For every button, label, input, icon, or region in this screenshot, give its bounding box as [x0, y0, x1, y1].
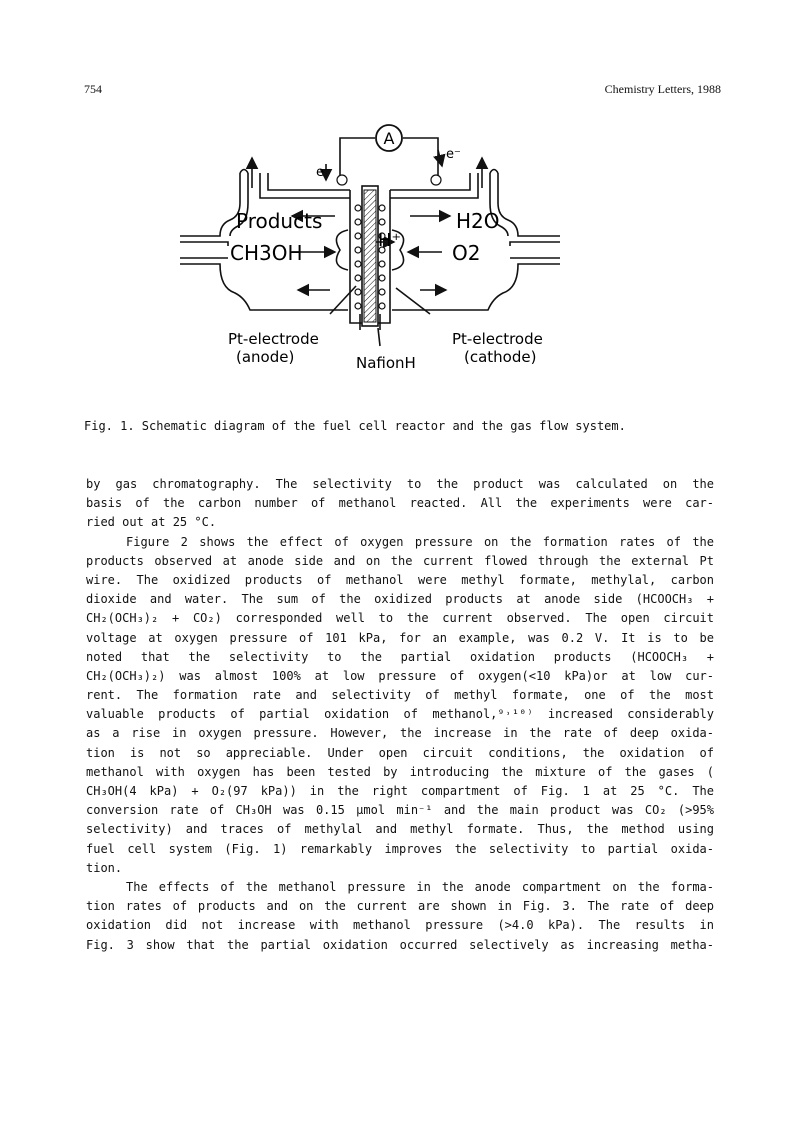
- anode-label: (anode): [236, 348, 295, 366]
- text-line: CH₃OH(4 kPa) + O₂(97 kPa)) in the right compartment of Fig. 1 at 25 °C. The: [86, 784, 714, 798]
- electron-label-right: e⁻: [446, 147, 461, 162]
- text-line: Fig. 3 show that the partial oxidation occurred selectively as increasing metha-: [86, 937, 714, 952]
- text-line: by gas chromatography. The selectivity to the product was calculated on the: [86, 477, 714, 491]
- text-line: rent. The formation rate and selectivity of methyl formate, one of the most: [86, 688, 714, 703]
- text-line: CH₂(OCH₃)₂ + CO₂) corresponded well to the current observed. The open circuit: [86, 611, 714, 626]
- ammeter-label: A: [383, 129, 395, 148]
- page-number: 754: [84, 82, 102, 96]
- products-label: Products: [236, 209, 323, 233]
- methanol-label: CH3OH: [230, 241, 303, 265]
- cathode-label: (cathode): [464, 348, 537, 366]
- text-line: selectivity) and traces of methylal and methyl formate. Thus, the method using: [86, 822, 714, 837]
- text-line: methanol with oxygen has been tested by introducing the mixture of the gases (: [86, 764, 714, 779]
- text-line: The effects of the methanol pressure in the anode compartment on the forma-: [126, 879, 714, 894]
- body-text: [86, 475, 714, 955]
- text-line: CH₂(OCH₃)₂) was almost 100% at low pressure of oxygen(<10 kPa)or at low cur-: [86, 668, 714, 683]
- anode-electrode-label: Pt-electrode: [228, 330, 319, 348]
- text-line: Figure 2 shows the effect of oxygen pressure on the formation rates of the: [126, 534, 714, 549]
- text-line: tion.: [86, 860, 123, 875]
- anode-electrode-dots: [355, 205, 361, 211]
- oxygen-label: O2: [452, 241, 481, 265]
- water-label: H2O: [456, 209, 500, 233]
- text-line: tion is not so appreciable. Under open circuit conditions, the oxidation of: [86, 745, 714, 760]
- text-line: products observed at anode side and on the current flowed through the external Pt: [86, 553, 714, 568]
- text-line: wire. The oxidized products of methanol were methyl formate, methylal, carbon: [86, 572, 714, 587]
- nafion-label: NafionH: [356, 354, 416, 372]
- cathode-electrode-label: Pt-electrode: [452, 330, 543, 348]
- text-line: basis of the carbon number of methanol reacted. All the experiments were car-: [86, 496, 714, 511]
- text-line: noted that the selectivity to the partial oxidation products (HCOOCH₃ +: [86, 649, 714, 664]
- journal-header: Chemistry Letters, 1988: [604, 82, 721, 96]
- proton-label: H⁺: [378, 230, 402, 251]
- text-line: dioxide and water. The sum of the oxidized products at anode side (HCOOCH₃ +: [86, 592, 714, 607]
- text-line: conversion rate of CH₃OH was 0.15 μmol min⁻¹ and the main product was CO₂ (>95%: [86, 803, 714, 818]
- text-line: valuable products of partial oxidation of methanol,⁹˒¹⁰⁾ increased considerably: [86, 707, 714, 722]
- text-line: fuel cell system (Fig. 1) remarkably improves the selectivity to partial oxida-: [86, 841, 714, 856]
- text-line: ried out at 25 °C.: [86, 515, 217, 530]
- text-line: as a rise in oxygen pressure. However, the increase in the rate of deep oxida-: [86, 726, 714, 741]
- figure-caption: Fig. 1. Schematic diagram of the fuel cell reactor and the gas flow system.: [84, 419, 626, 433]
- text-line: voltage at oxygen pressure of 101 kPa, for an example, was 0.2 V. It is to be: [86, 630, 714, 645]
- electron-label-left: e⁻: [316, 165, 331, 180]
- text-line: tion rates of products and on the current are shown in Fig. 3. The rate of deep: [86, 899, 714, 914]
- fuel-cell-diagram: [180, 118, 560, 380]
- text-line: oxidation did not increase with methanol pressure (>4.0 kPa). The results in: [86, 918, 714, 933]
- cathode-electrode-dots: [379, 205, 385, 211]
